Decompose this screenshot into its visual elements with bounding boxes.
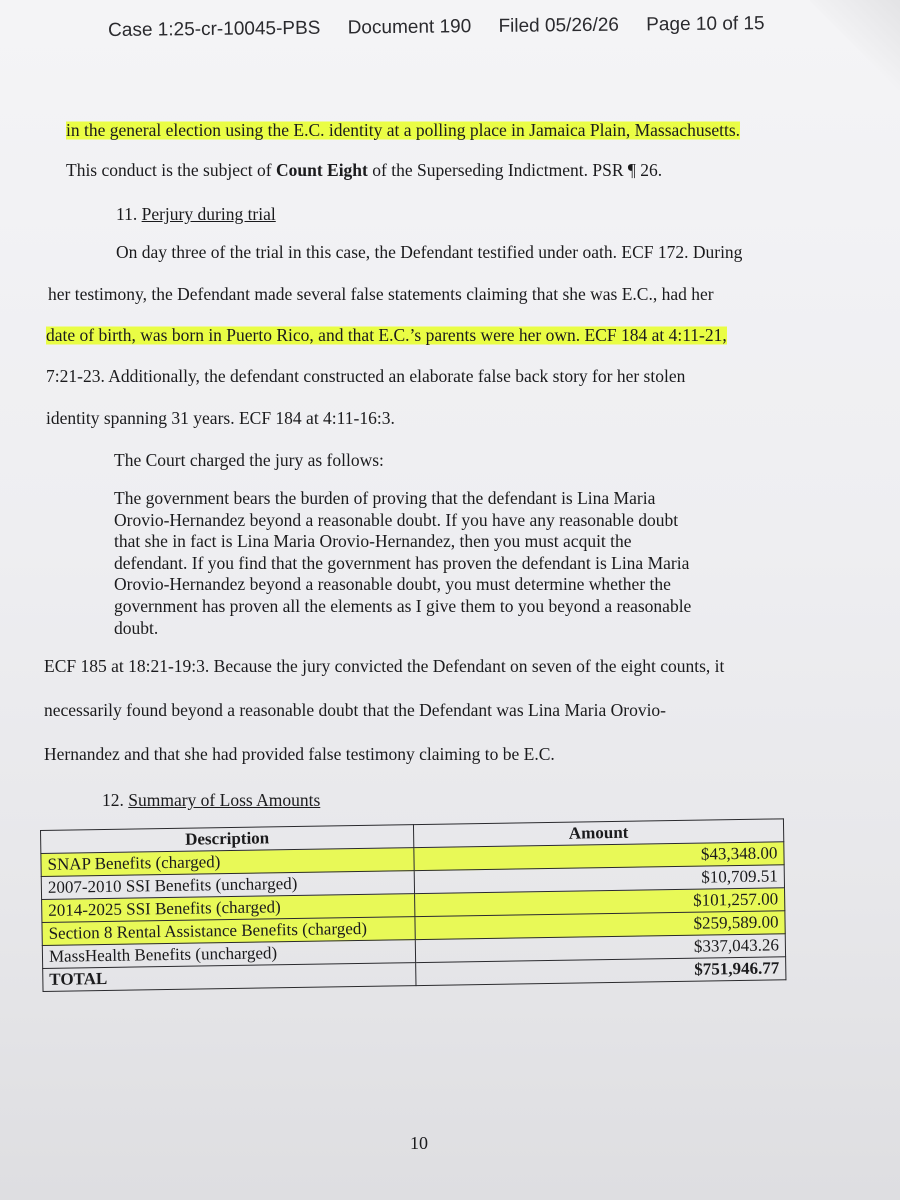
column-header-description: Description: [41, 825, 414, 854]
section-heading-12: [102, 790, 320, 811]
section-heading-11: [116, 204, 276, 225]
body-line: date of birth, was born in Puerto Rico, and that E.C.’s parents were her own. ECF 184 at 4:11-21,: [46, 325, 727, 345]
body-line: ECF 185 at 18:21-19:3. Because the jury convicted the Defendant on seven of the eight counts, it: [44, 656, 725, 676]
page-number: 10: [410, 1133, 428, 1153]
row-description: Section 8 Rental Assistance Benefits (charged): [42, 917, 415, 946]
quote-line: that she in fact is Lina Maria Orovio-Hernandez, then you must acquit the: [114, 531, 632, 552]
document-number: Document 190: [347, 16, 472, 39]
filed-date: Filed 05/26/26: [498, 14, 620, 37]
quote-line: government has proven all the elements as I give them to you beyond a reasonable: [114, 595, 692, 616]
body-line: The Court charged the jury as follows:: [114, 450, 384, 470]
text-run: This conduct is the subject of: [66, 160, 276, 180]
bold-text: Count Eight: [275, 160, 368, 180]
section-title: Summary of Loss Amounts: [128, 790, 321, 810]
body-line: Hernandez and that she had provided false testimony claiming to be E.C.: [44, 744, 555, 764]
section-number: 11.: [116, 204, 142, 224]
jury-instruction-quote: [114, 488, 734, 639]
row-description: 2014-2025 SSI Benefits (charged): [42, 894, 415, 923]
total-amount: $751,946.77: [416, 957, 786, 986]
body-line: [66, 160, 662, 181]
text-run: of the Superseding Indictment. PSR ¶ 26.: [367, 160, 663, 180]
row-description: MassHealth Benefits (uncharged): [42, 940, 415, 969]
row-amount: $10,709.51: [414, 865, 784, 894]
quote-line: defendant. If you find that the government has proven the defendant is Lina Maria: [114, 552, 690, 573]
row-amount: $337,043.26: [415, 934, 785, 963]
body-line: 7:21-23. Additionally, the defendant constructed an elaborate false back story for her stolen: [46, 366, 686, 386]
page-indicator: Page 10 of 15: [646, 13, 765, 36]
case-header: [108, 13, 787, 42]
quote-line: Orovio-Hernandez beyond a reasonable doubt. If you have any reasonable doubt: [114, 509, 679, 530]
body-line: On day three of the trial in this case, the Defendant testified under oath. ECF 172. During: [116, 242, 743, 262]
case-number: Case 1:25-cr-10045-PBS: [108, 17, 321, 41]
body-line: her testimony, the Defendant made several false statements claiming that she was E.C., had her: [48, 284, 714, 304]
quote-line: doubt.: [114, 617, 159, 638]
column-header-amount: Amount: [413, 819, 783, 848]
section-title: Perjury during trial: [141, 204, 276, 224]
row-amount: $259,589.00: [415, 911, 785, 940]
quote-line: The government bears the burden of proving that the defendant is Lina Maria: [114, 488, 656, 508]
page-corner-fold: [810, 0, 900, 90]
row-amount: $43,348.00: [414, 842, 784, 871]
loss-amounts-table: [40, 818, 786, 992]
section-number: 12.: [102, 790, 129, 810]
row-amount: $101,257.00: [415, 888, 785, 917]
row-description: 2007-2010 SSI Benefits (uncharged): [41, 871, 414, 900]
total-label: TOTAL: [43, 963, 416, 992]
quote-line: Orovio-Hernandez beyond a reasonable doubt, you must determine whether the: [114, 574, 671, 595]
body-line: identity spanning 31 years. ECF 184 at 4:11-16:3.: [46, 408, 395, 428]
body-line: necessarily found beyond a reasonable doubt that the Defendant was Lina Maria Orovio-: [44, 700, 667, 720]
row-description: SNAP Benefits (charged): [41, 848, 414, 877]
body-line: in the general election using the E.C. identity at a polling place in Jamaica Plain, Massachusetts.: [66, 120, 741, 140]
